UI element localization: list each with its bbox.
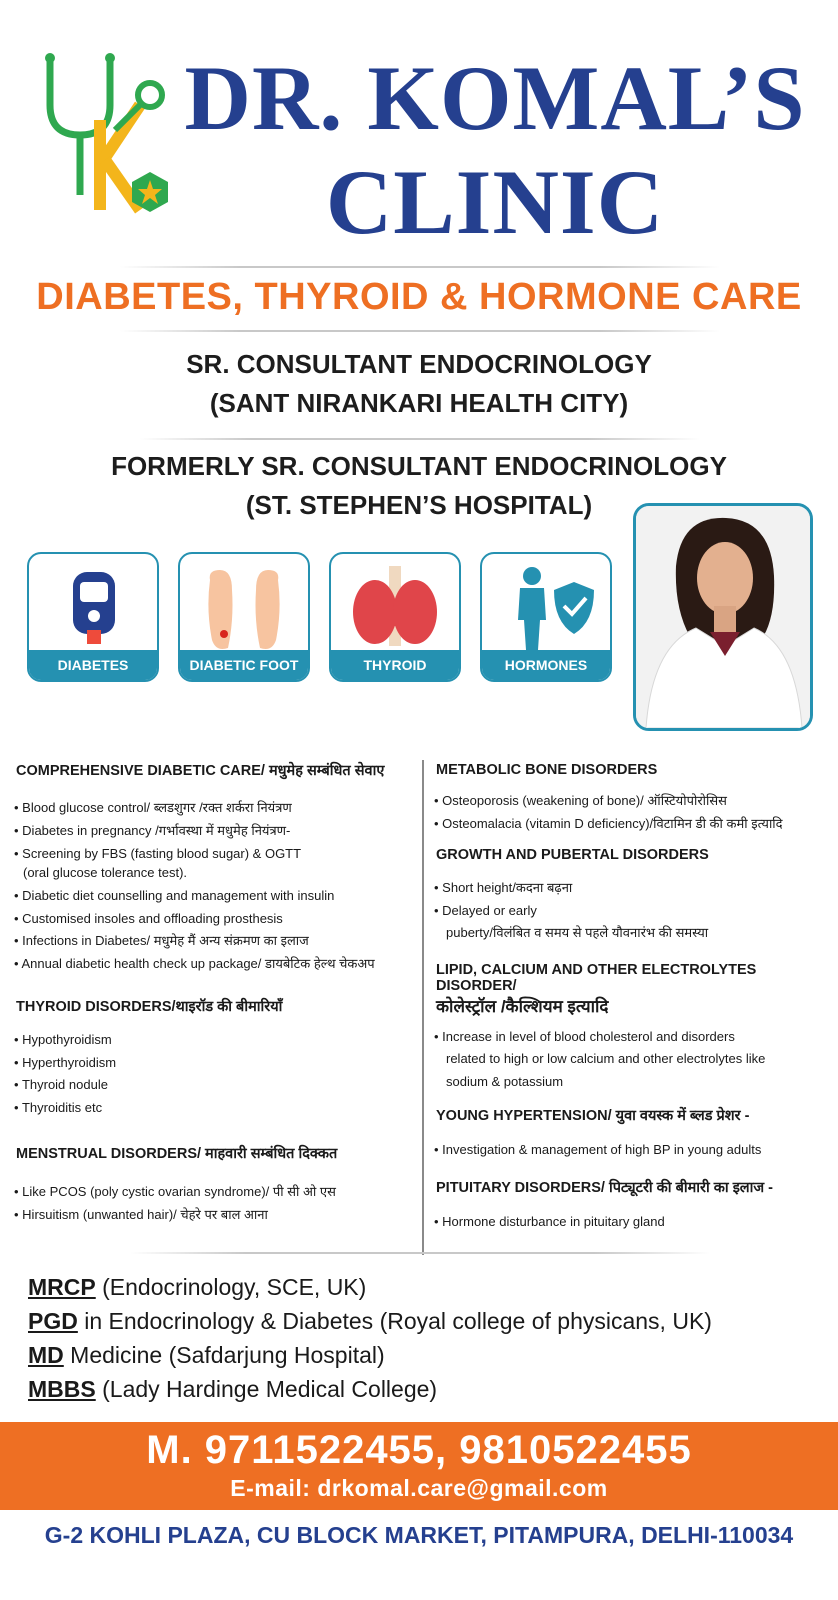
list-item-continuation: related to high or low calcium and other electrolytes like (446, 1051, 766, 1066)
current-hospital: (SANT NIRANKARI HEALTH CITY) (209, 388, 629, 418)
list-item: • Hyperthyroidism (14, 1054, 116, 1072)
list-item-continuation: sodium & potassium (446, 1074, 564, 1089)
list-item: • Blood glucose control/ ब्लडशुगर /रक्त शर्करा नियंत्रण (14, 799, 292, 817)
former-position: FORMERLY SR. CONSULTANT ENDOCRINOLOGY (111, 451, 727, 481)
list-item: • Hypothyroidism (14, 1031, 112, 1049)
service-card-hormones (480, 552, 612, 682)
section-heading-diabetic-care: COMPREHENSIVE DIABETIC CARE/ मधुमेह सम्बंधित सेवाए (16, 763, 385, 779)
clinic-subtitle: DIABETES, THYROID & HORMONE CARE (36, 276, 802, 318)
doctor-photo (633, 503, 813, 731)
list-item: • Investigation & management of high BP in young adults (434, 1141, 761, 1159)
list-item: • Delayed or early (434, 902, 537, 920)
divider (120, 330, 720, 332)
list-item: • Like PCOS (poly cystic ovarian syndrome)/ पी सी ओ एस (14, 1183, 336, 1201)
degree-detail: Medicine (Safdarjung Hospital) (63, 1342, 385, 1368)
clinic-logo (40, 50, 175, 230)
list-item: • Thyroiditis etc (14, 1099, 102, 1117)
clinic-address: G-2 KOHLI PLAZA, CU BLOCK MARKET, PITAMPURA, DELHI-110034 (44, 1522, 794, 1548)
qualification-pgd (28, 1308, 712, 1335)
divider (120, 266, 720, 268)
list-item: • Hormone disturbance in pituitary gland (434, 1213, 665, 1231)
section-heading-lipid: LIPID, CALCIUM AND OTHER ELECTROLYTES DISORDER/ (436, 962, 757, 994)
qualification-mbbs (28, 1376, 437, 1403)
degree-name: MRCP (28, 1274, 96, 1300)
service-label: HORMONES (482, 650, 610, 680)
list-item: • Diabetic diet counselling and management with insulin (14, 887, 334, 905)
degree-name: PGD (28, 1308, 78, 1334)
glucometer-icon (29, 560, 157, 656)
list-item: • Annual diabetic health check up package/ डायबेटिक हेल्थ चेकअप (14, 955, 375, 973)
list-item: • Diabetes in pregnancy /गर्भावस्था में मधुमेह नियंत्रण- (14, 822, 290, 840)
list-item: • Thyroid nodule (14, 1076, 108, 1094)
thyroid-icon (331, 560, 459, 656)
list-item: • Screening by FBS (fasting blood sugar) & OGTT (14, 845, 301, 863)
clinic-title-line2: CLINIC (325, 151, 665, 253)
list-item: • Infections in Diabetes/ मधुमेह मैं अन्य संक्रमण का इलाज (14, 932, 309, 950)
column-divider (422, 760, 424, 1255)
list-item-continuation: (oral glucose tolerance test). (23, 865, 188, 880)
list-item: • Osteoporosis (weakening of bone)/ ऑस्टियोपोरोसिस (434, 792, 727, 810)
degree-name: MD (28, 1342, 64, 1368)
section-heading-lipid-hindi: कोलेस्ट्रॉल /कैल्शियम इत्यादि (436, 997, 609, 1016)
section-heading-bone: METABOLIC BONE DISORDERS (436, 762, 658, 778)
person-shield-icon (482, 560, 610, 656)
degree-detail: (Lady Hardinge Medical College) (95, 1376, 438, 1402)
phone-numbers[interactable]: M. 9711522455, 9810522455 (146, 1428, 692, 1472)
service-label: DIABETES (29, 650, 157, 680)
service-card-thyroid (329, 552, 461, 682)
service-card-diabetic-foot (178, 552, 310, 682)
section-heading-menstrual: MENSTRUAL DISORDERS/ माहवारी सम्बंधित दिक्कत (16, 1146, 338, 1162)
email-address[interactable]: E-mail: drkomal.care@gmail.com (230, 1475, 608, 1501)
section-heading-growth: GROWTH AND PUBERTAL DISORDERS (436, 847, 709, 863)
service-label: DIABETIC FOOT (180, 650, 308, 680)
list-item: • Short height/कदना बढ़ना (434, 879, 572, 897)
divider (130, 1252, 710, 1254)
list-item-continuation: puberty/विलंबित व समय से पहले यौवनारंभ की समस्या (446, 925, 709, 940)
service-label: THYROID (331, 650, 459, 680)
section-heading-pituitary: PITUITARY DISORDERS/ पिट्यूटरी की बीमारी का इलाज - (436, 1180, 774, 1196)
degree-detail: in Endocrinology & Diabetes (Royal college of physicans, UK) (77, 1308, 712, 1334)
section-heading-hypertension: YOUNG HYPERTENSION/ युवा वयस्क में ब्लड प्रेशर - (436, 1108, 750, 1124)
list-item: • Osteomalacia (vitamin D deficiency)/विटामिन डी की कमी इत्यादि (434, 815, 783, 833)
degree-detail: (Endocrinology, SCE, UK) (95, 1274, 367, 1300)
service-card-diabetes (27, 552, 159, 682)
divider (140, 438, 700, 440)
clinic-title-line1: DR. KOMAL’S (184, 47, 806, 149)
degree-name: MBBS (28, 1376, 96, 1402)
list-item: • Hirsuitism (unwanted hair)/ चेहरे पर बाल आना (14, 1206, 268, 1224)
former-hospital: (ST. STEPHEN’S HOSPITAL) (245, 490, 593, 520)
qualification-md (28, 1342, 385, 1369)
list-item: • Customised insoles and offloading prosthesis (14, 910, 283, 928)
section-heading-thyroid: THYROID DISORDERS/थाइरॉड की बीमारियाँ (16, 999, 283, 1015)
foot-icon (180, 560, 308, 656)
list-item: • Increase in level of blood cholesterol and disorders (434, 1028, 735, 1046)
qualification-mrcp (28, 1274, 366, 1301)
current-position: SR. CONSULTANT ENDOCRINOLOGY (186, 349, 652, 379)
